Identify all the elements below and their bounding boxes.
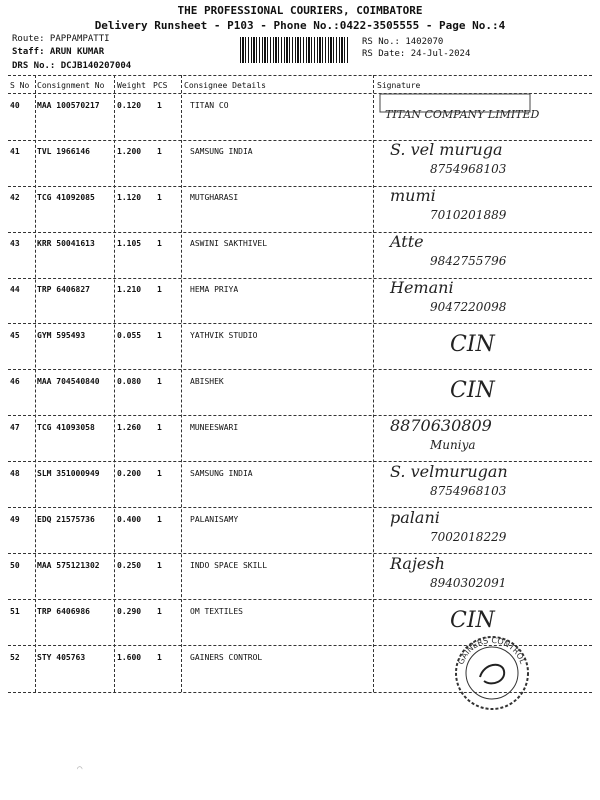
signature (380, 415, 580, 455)
row-sno: 45 (10, 331, 20, 340)
row-pcs: 1 (157, 423, 162, 432)
row-consignee: ASWINI SAKTHIVEL (190, 239, 268, 248)
company-title: THE PROFESSIONAL COURIERS, COIMBATORE (177, 4, 423, 17)
row-consignment-no: MAA 704540840 (37, 377, 100, 386)
signature-line-1: 8870630809 (390, 416, 492, 435)
signature-line-2: 7010201889 (430, 208, 507, 222)
signature-handwriting (380, 277, 580, 317)
runsheet-subtitle: Delivery Runsheet - P103 - Phone No.:0422-3505555 - Page No.:4 (94, 19, 506, 32)
row-weight: 1.200 (117, 147, 142, 156)
signature-handwriting (380, 139, 580, 179)
row-consignment-no: KRR 50041613 (37, 239, 95, 248)
row-consignment-no: GYM 595493 (37, 331, 86, 340)
signature (380, 323, 580, 363)
row-pcs: 1 (157, 561, 162, 570)
row-pcs: 1 (157, 469, 162, 478)
signature (380, 277, 580, 317)
row-consignee: GAINERS CONTROL (190, 653, 263, 662)
route-label: Route: PAPPAMPATTI (12, 34, 110, 44)
signature-line-1: S. vel muruga (390, 140, 503, 159)
signature-handwriting (380, 323, 580, 363)
row-weight: 0.290 (117, 607, 142, 616)
signature-line-1: CIN (450, 608, 495, 633)
row-consignee: SAMSUNG INDIA (190, 469, 253, 478)
signature (380, 461, 580, 501)
row-weight: 0.055 (117, 331, 142, 340)
column-divider (181, 75, 182, 692)
signature-handwriting (380, 369, 580, 409)
signature (380, 231, 580, 271)
row-consignee: MUNEESWARI (190, 423, 239, 432)
row-pcs: 1 (157, 193, 162, 202)
column-divider (35, 75, 36, 692)
row-sno: 40 (10, 101, 20, 110)
row-consignee: INDO SPACE SKILL (190, 561, 268, 570)
drs-number: DRS No.: DCJB140207004 (12, 61, 132, 71)
row-sno: 46 (10, 377, 20, 386)
column-divider (114, 75, 115, 692)
signature-handwriting (380, 461, 580, 501)
row-consignee: MUTGHARASI (190, 193, 239, 202)
staff-label: Staff: ARUN KUMAR (12, 47, 105, 57)
row-weight: 0.200 (117, 469, 142, 478)
row-weight: 1.105 (117, 239, 142, 248)
signature (380, 90, 580, 130)
signature-handwriting (380, 231, 580, 271)
col-header-consignee: Consignee Details (184, 81, 266, 90)
scan-mark: ⌒ (77, 764, 83, 774)
signature-line-2: 7002018229 (430, 530, 507, 544)
row-consignment-no: TCG 41092085 (37, 193, 95, 202)
row-pcs: 1 (157, 147, 162, 156)
row-consignment-no: TRP 6406986 (37, 607, 90, 616)
row-sno: 42 (10, 193, 20, 202)
row-weight: 1.210 (117, 285, 142, 294)
row-pcs: 1 (157, 515, 162, 524)
row-consignment-no: SLM 351000949 (37, 469, 100, 478)
row-pcs: 1 (157, 377, 162, 386)
row-consignee: OM TEXTILES (190, 607, 243, 616)
row-pcs: 1 (157, 101, 162, 110)
signature-line-2: Muniya (430, 438, 476, 452)
signature (380, 369, 580, 409)
row-sno: 44 (10, 285, 20, 294)
stamp-text: GAINERS CONTROL (456, 635, 528, 666)
signature-line-2: 8940302091 (430, 576, 507, 590)
row-sno: 52 (10, 653, 20, 662)
signature-line-2: 9842755796 (430, 254, 507, 268)
row-sno: 49 (10, 515, 20, 524)
row-consignment-no: TRP 6406827 (37, 285, 90, 294)
row-consignment-no: STY 405763 (37, 653, 86, 662)
signature (380, 553, 580, 593)
signature-line-1: mumi (390, 186, 436, 205)
row-weight: 0.400 (117, 515, 142, 524)
signature (380, 185, 580, 225)
row-sno: 51 (10, 607, 20, 616)
row-sno: 41 (10, 147, 20, 156)
signature-line-1: CIN (450, 332, 495, 357)
signature-line-2: 8754968103 (430, 162, 507, 176)
signature-line-1: Atte (390, 232, 424, 251)
row-consignment-no: MAA 100570217 (37, 101, 100, 110)
row-weight: 1.260 (117, 423, 142, 432)
row-consignee: PALANISAMY (190, 515, 239, 524)
table-border-top (8, 75, 592, 76)
row-sno: 50 (10, 561, 20, 570)
row-sno: 43 (10, 239, 20, 248)
col-header-sno: S No (10, 81, 30, 90)
column-divider (373, 75, 374, 692)
row-sno: 48 (10, 469, 20, 478)
signature-line-1: palani (390, 508, 440, 527)
row-pcs: 1 (157, 331, 162, 340)
row-consignee: SAMSUNG INDIA (190, 147, 253, 156)
row-pcs: 1 (157, 607, 162, 616)
signature-handwriting (380, 553, 580, 593)
row-consignment-no: EDQ 21575736 (37, 515, 95, 524)
signature-line-1: Rajesh (390, 554, 445, 573)
signature-handwriting (380, 507, 580, 547)
barcode (240, 37, 350, 63)
signature-handwriting (380, 415, 580, 455)
row-pcs: 1 (157, 239, 162, 248)
row-sno: 47 (10, 423, 20, 432)
signature-line-2: 8754968103 (430, 484, 507, 498)
col-header-pcs: PCS (153, 81, 168, 90)
row-consignee: YATHVIK STUDIO (190, 331, 258, 340)
signature-line-1: CIN (450, 378, 495, 403)
row-consignee: ABISHEK (190, 377, 224, 386)
col-header-consignment: Consignment No (37, 81, 105, 90)
signature (380, 139, 580, 179)
rs-number: RS No.: 1402070 (362, 37, 444, 47)
company-seal-stamp (452, 633, 532, 713)
row-pcs: 1 (157, 653, 162, 662)
row-consignee: TITAN CO (190, 101, 229, 110)
signature-line-1: TITAN COMPANY LIMITED (385, 108, 540, 121)
row-consignment-no: TVL 1966146 (37, 147, 90, 156)
row-weight: 1.600 (117, 653, 142, 662)
row-weight: 1.120 (117, 193, 142, 202)
svg-text:GAINERS CONTROL (456, 636, 527, 666)
row-weight: 0.120 (117, 101, 142, 110)
signature-handwriting (380, 90, 580, 130)
row-consignee: HEMA PRIYA (190, 285, 239, 294)
rs-date: RS Date: 24-Jul-2024 (362, 49, 471, 59)
signature-line-2: 9047220098 (430, 300, 507, 314)
signature-handwriting (380, 185, 580, 225)
signature-line-1: Hemani (390, 278, 454, 297)
row-consignment-no: TCG 41093058 (37, 423, 95, 432)
col-header-signature: Signature (377, 81, 421, 90)
signature (380, 507, 580, 547)
row-weight: 0.250 (117, 561, 142, 570)
row-pcs: 1 (157, 285, 162, 294)
signature-line-1: S. velmurugan (390, 462, 508, 481)
row-consignment-no: MAA 575121302 (37, 561, 100, 570)
row-weight: 0.080 (117, 377, 142, 386)
col-header-weight: Weight (117, 81, 146, 90)
